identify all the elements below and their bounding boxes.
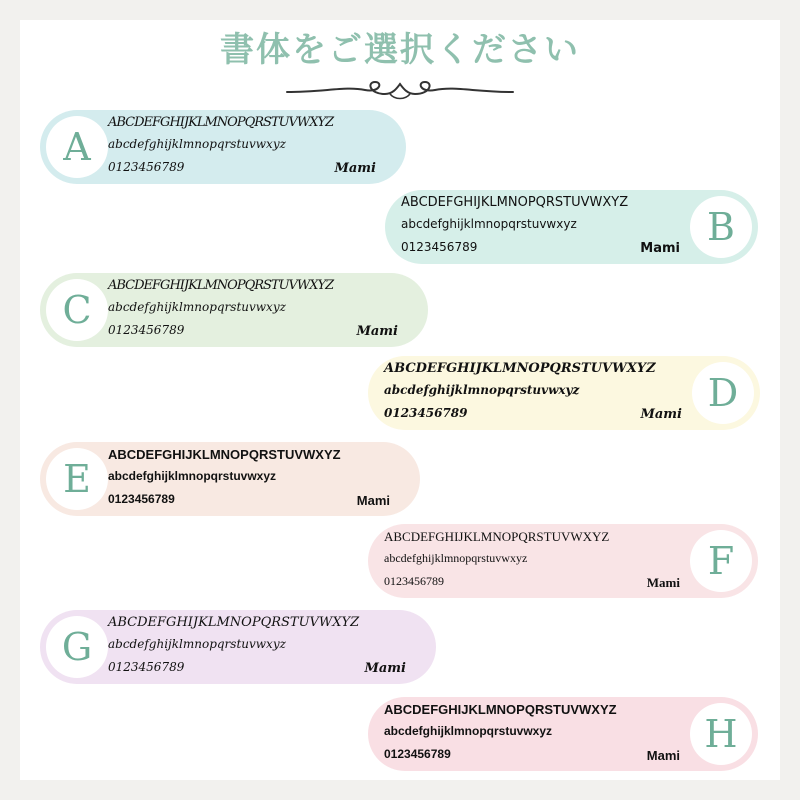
sample-upper: ABCDEFGHIJKLMNOPQRSTUVWXYZ (384, 702, 617, 717)
sample-digits: 0123456789 (384, 574, 444, 588)
sample-name: Mami (334, 161, 376, 176)
sample-lower: abcdefghijklmnopqrstuvwxyz (384, 724, 553, 738)
font-option-g[interactable] (40, 610, 436, 684)
sample-name: Mami (364, 661, 406, 676)
font-option-a[interactable] (40, 110, 406, 184)
sample-digits: 0123456789 (108, 492, 175, 506)
sample-lower: abcdefghijklmnopqrstuvwxyz (108, 469, 277, 483)
sample-name: Mami (646, 748, 680, 763)
sample-name: Mami (646, 575, 680, 590)
font-option-letter: A (46, 116, 108, 178)
sample-upper: ABCDEFGHIJKLMNOPQRSTUVWXYZ (108, 447, 341, 462)
font-option-letter: G (46, 616, 108, 678)
flourish-divider (285, 78, 515, 104)
sample-upper: ABCDEFGHIJKLMNOPQRSTUVWXYZ (108, 278, 334, 293)
sample-name: Mami (356, 493, 390, 508)
sample-lower: abcdefghijklmnopqrstuvwxyz (401, 217, 577, 231)
sample-upper: ABCDEFGHIJKLMNOPQRSTUVWXYZ (108, 615, 360, 630)
font-option-f[interactable] (368, 524, 758, 598)
sample-upper: ABCDEFGHIJKLMNOPQRSTUVWXYZ (108, 115, 334, 130)
sample-lower: abcdefghijklmnopqrstuvwxyz (108, 137, 286, 151)
sample-upper: ABCDEFGHIJKLMNOPQRSTUVWXYZ (384, 529, 610, 544)
sample-digits: 0123456789 (108, 160, 185, 174)
sample-name: Mami (640, 407, 682, 422)
sample-lower: abcdefghijklmnopqrstuvwxyz (384, 551, 528, 565)
sample-digits: 0123456789 (384, 406, 468, 420)
page-title: 書体をご選択ください (220, 30, 580, 70)
font-option-letter: B (690, 196, 752, 258)
sample-name: Mami (640, 241, 680, 256)
font-option-letter: C (46, 279, 108, 341)
font-option-h[interactable] (368, 697, 758, 771)
sample-upper: ABCDEFGHIJKLMNOPQRSTUVWXYZ (384, 361, 656, 376)
font-option-letter: F (690, 530, 752, 592)
sample-digits: 0123456789 (108, 660, 185, 674)
font-option-letter: E (46, 448, 108, 510)
sample-digits: 0123456789 (384, 747, 451, 761)
sample-upper: ABCDEFGHIJKLMNOPQRSTUVWXYZ (401, 195, 629, 210)
sample-lower: abcdefghijklmnopqrstuvwxyz (108, 300, 286, 314)
font-option-e[interactable] (40, 442, 420, 516)
sample-digits: 0123456789 (108, 323, 185, 337)
font-option-b[interactable] (385, 190, 758, 264)
font-option-d[interactable] (368, 356, 760, 430)
sample-name: Mami (356, 324, 398, 339)
sample-lower: abcdefghijklmnopqrstuvwxyz (384, 383, 580, 397)
font-option-letter: H (690, 703, 752, 765)
sample-lower: abcdefghijklmnopqrstuvwxyz (108, 637, 286, 651)
sample-digits: 0123456789 (401, 240, 478, 254)
font-option-c[interactable] (40, 273, 428, 347)
font-option-letter: D (692, 362, 754, 424)
